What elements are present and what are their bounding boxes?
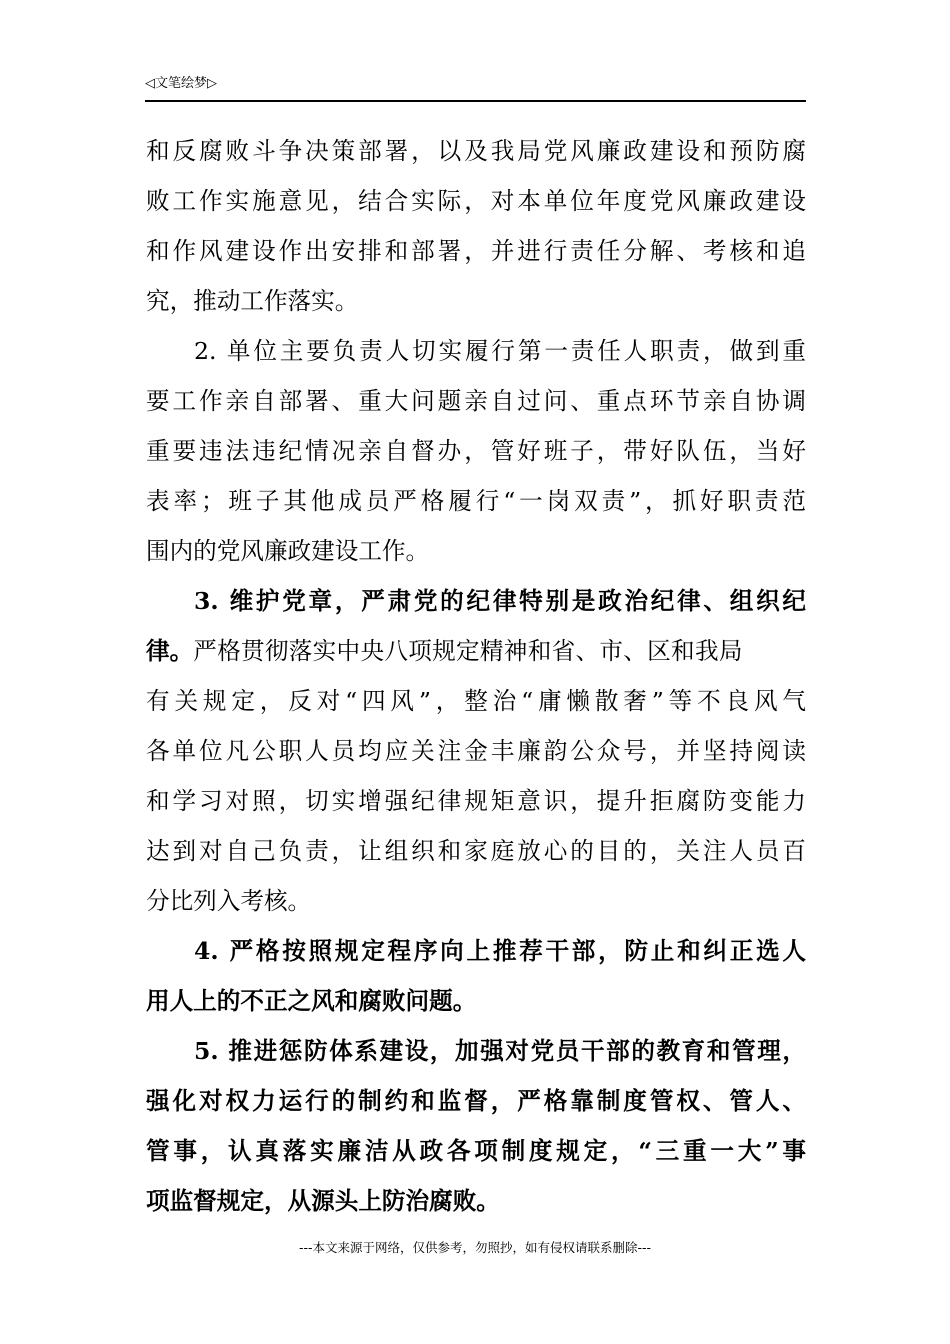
text-line: 围内的党风廉政建设工作。 (146, 537, 430, 565)
text-line: 强化对权力运行的制约和监督，严格靠制度管权、管人、 (146, 1087, 806, 1115)
text-line: 4. 严格按照规定程序向上推荐干部，防止和纠正选人 (194, 937, 806, 965)
text-line: 和反腐败斗争决策部署，以及我局党风廉政建设和预防腐 (146, 137, 806, 165)
text-line: 重要违法违纪情况亲自督办，管好班子，带好队伍，当好 (146, 437, 806, 465)
text-line: 2. 单位主要负责人切实履行第一责任人职责，做到重 (194, 337, 806, 365)
text-line-mixed (146, 633, 806, 669)
header-title: ◁文笔绘梦▷ (145, 76, 217, 91)
text-line: 达到对自己负责，让组织和家庭放心的目的，关注人员百 (146, 837, 806, 865)
text-line: 3. 维护党章，严肃党的纪律特别是政治纪律、组织纪 (194, 587, 806, 615)
text-line: 败工作实施意见，结合实际，对本单位年度党风廉政建设 (146, 187, 806, 215)
text-line: 有关规定，反对“四风”，整治“庸懒散奢”等不良风气 (146, 687, 806, 715)
text-line: 表率；班子其他成员严格履行“一岗双责”，抓好职责范 (146, 487, 806, 515)
page-header (145, 70, 806, 102)
text-line: 各单位凡公职人员均应关注金丰廉韵公众号，并坚持阅读 (146, 737, 806, 765)
text-span: 严格贯彻落实中央八项规定精神和省、市、区和我局 (193, 637, 743, 665)
text-line: 要工作亲自部署、重大问题亲自过问、重点环节亲自协调 (146, 387, 806, 415)
bold-heading-end: 律。 (146, 637, 194, 665)
text-line: 项监督规定，从源头上防治腐败。 (146, 1187, 500, 1215)
page-footer: ---本文来源于网络，仅供参考，勿照抄，如有侵权请联系删除--- (298, 1240, 652, 1255)
text-line: 5. 推进惩防体系建设，加强对党员干部的教育和管理， (194, 1037, 806, 1065)
text-line: 用人上的不正之风和腐败问题。 (146, 987, 477, 1015)
text-line: 和作风建设作出安排和部署，并进行责任分解、考核和追 (146, 237, 806, 265)
text-line: 究，推动工作落实。 (146, 287, 359, 315)
text-line: 分比列入考核。 (146, 887, 312, 915)
text-line: 和学习对照，切实增强纪律规矩意识，提升拒腐防变能力 (146, 787, 806, 815)
text-line: 管事，认真落实廉洁从政各项制度规定，“三重一大”事 (146, 1137, 806, 1165)
